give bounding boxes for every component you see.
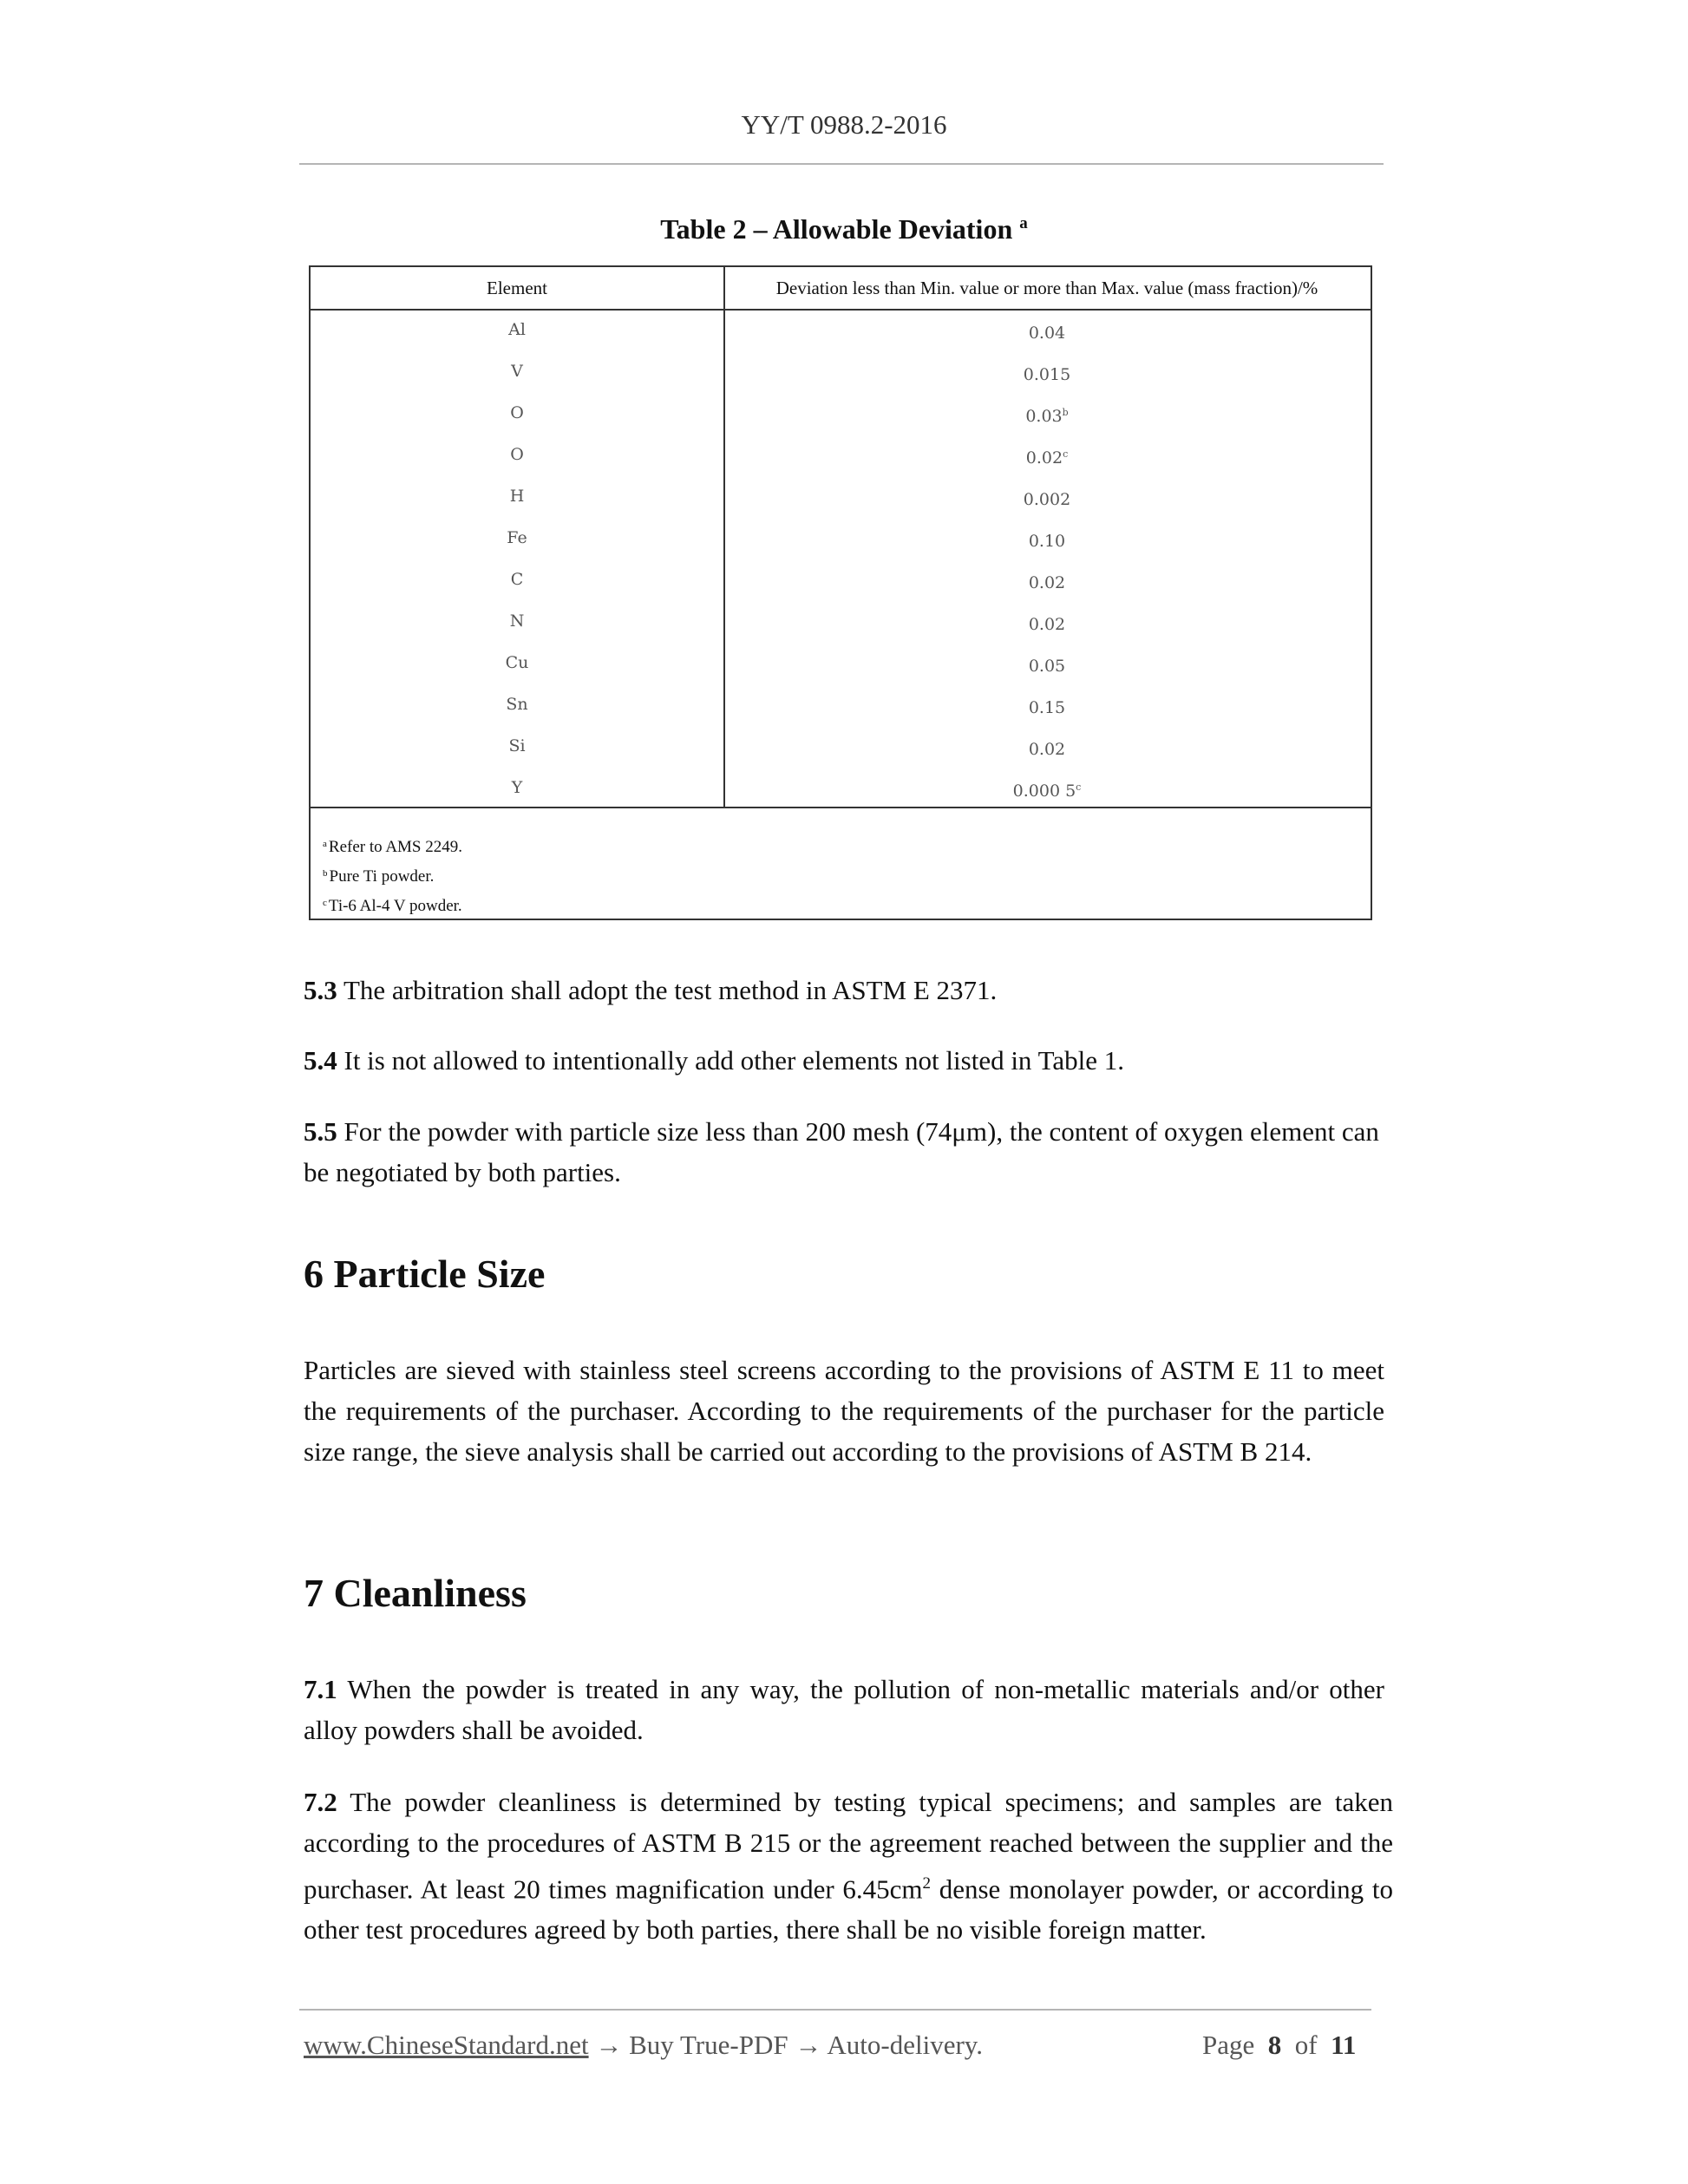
table-row: O 0.03$^b$ bbox=[510, 403, 1069, 426]
arrow-right-icon: → bbox=[795, 2030, 822, 2060]
arrow-right-icon: → bbox=[595, 2030, 623, 2060]
page-indicator: Page 8 of 11 bbox=[1202, 2030, 1357, 2060]
footnote-c: $^c$ Ti-6 Al-4 V powder. bbox=[323, 897, 462, 915]
table-row: Sn 0.15 bbox=[506, 695, 1066, 717]
table-footnotes bbox=[323, 831, 462, 919]
allowable-deviation-table bbox=[309, 265, 1372, 920]
footnote-a: $^a$ Refer to AMS 2249. bbox=[323, 838, 462, 856]
table-row: Y 0.000 5$^c$ bbox=[511, 778, 1082, 801]
footnote-b: $^b$ Pure Ti powder. bbox=[323, 867, 435, 886]
clause-5-3: 5.3 The arbitration shall adopt the test method in ASTM E 2371. bbox=[304, 975, 998, 1005]
footer-left bbox=[304, 2030, 983, 2061]
section-6-text: Particles are sieved with stainless steel screens according to the provisions of ASTM E 11 to meet the requirements of the purchaser. According to the requirements of the purchaser for the particle size range, the sieve analysis shall be carried out according to the provisions of ASTM B 214. bbox=[304, 1355, 1384, 1467]
table-row: C 0.02 bbox=[510, 570, 1066, 592]
buy-true-pdf-text: Buy True-PDF bbox=[629, 2030, 788, 2060]
clause-7-1: 7.1 When the powder is treated in any way, the pollution of non-metallic materials and/or other alloy powders shall be avoided. bbox=[304, 1674, 1384, 1745]
table-row: H 0.002 bbox=[509, 487, 1071, 509]
footer-rule bbox=[299, 2009, 1371, 2011]
table-row: V 0.015 bbox=[511, 362, 1071, 384]
table-title: Table 2 – Allowable Deviation $^a$ bbox=[660, 213, 1028, 245]
page-total: 11 bbox=[1331, 2030, 1357, 2060]
table-row: Al 0.04 bbox=[508, 320, 1066, 343]
header-rule bbox=[299, 163, 1384, 165]
page-number: 8 bbox=[1267, 2030, 1282, 2060]
table-row: N 0.02 bbox=[509, 611, 1066, 634]
table-row: O 0.02$^c$ bbox=[510, 445, 1069, 468]
table-row: Cu 0.05 bbox=[505, 653, 1066, 676]
site-link[interactable]: www.ChineseStandard.net bbox=[304, 2030, 589, 2060]
section-7-heading: 7 Cleanliness bbox=[304, 1571, 527, 1615]
clause-7-2: 7.2 The powder cleanliness is determined by testing typical specimens; and samples are taken according to the procedures of ASTM B 215 or the agreement reached between the supplier and the purchaser. At least 20 times magnification under $6.45cm^2$ dense monolayer powder, or according to other test procedures agreed by both parties, there shall be no visible foreign matter. bbox=[304, 1787, 1393, 1945]
auto-delivery-text: Auto-delivery. bbox=[827, 2030, 984, 2060]
column-header-deviation: Deviation less than Min. value or more than Max. value (mass fraction)/% bbox=[723, 267, 1371, 311]
section-6-heading: 6 Particle Size bbox=[304, 1252, 546, 1296]
table-row: Si 0.02 bbox=[508, 736, 1066, 759]
clause-5-5: 5.5 For the powder with particle size less than 200 mesh (74μm), the content of oxygen element can be negotiated by both parties. bbox=[304, 1116, 1379, 1187]
document-id-header: YY/T 0988.2-2016 bbox=[741, 109, 947, 140]
table-row: Fe 0.10 bbox=[507, 528, 1066, 551]
column-header-element: Element bbox=[311, 267, 723, 311]
clause-5-4: 5.4 It is not allowed to intentionally add other elements not listed in Table 1. bbox=[304, 1045, 1125, 1076]
